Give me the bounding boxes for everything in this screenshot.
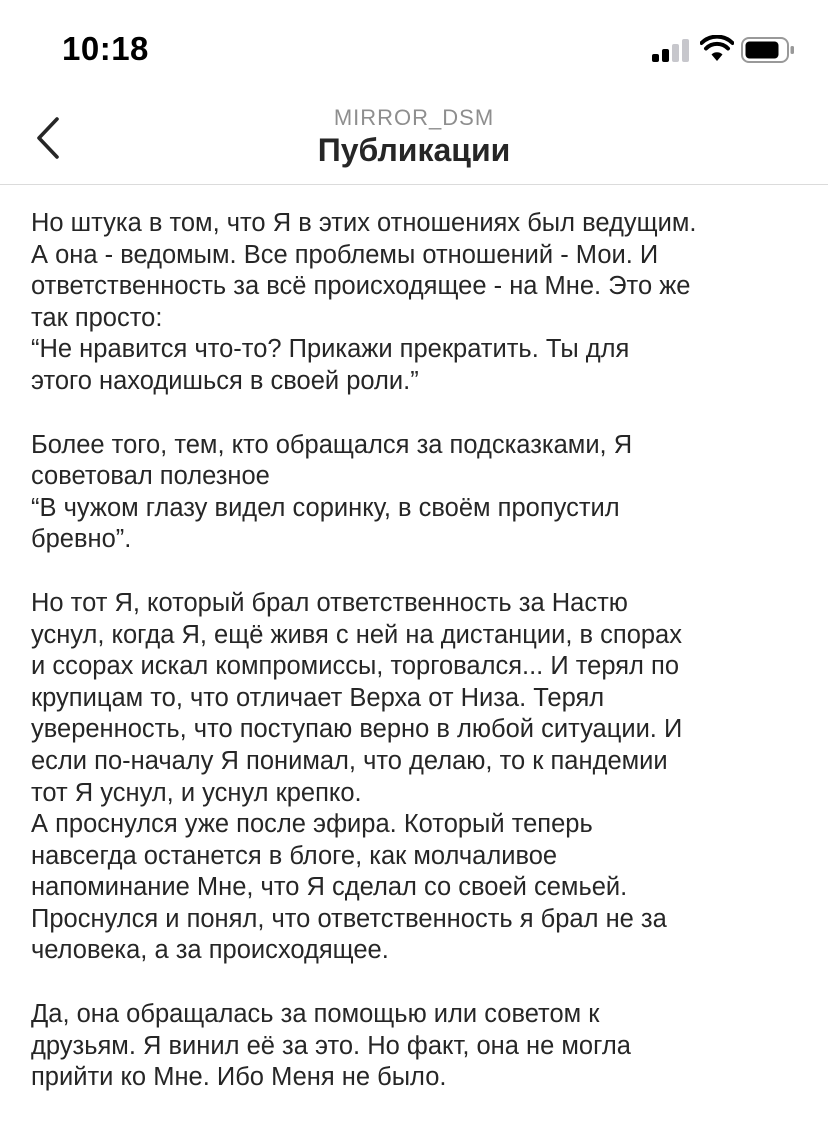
post-paragraph: Да, она обращалась за помощью или советом к друзьям. Я винил её за это. Но факт, она не могла прийти ко Мне. Ибо Меня не было.: [31, 1000, 631, 1092]
post-paragraph: А проснулся уже после эфира. Который теперь навсегда останется в блоге, как молчаливое напоминание Мне, что Я сделал со своей семьей.: [31, 810, 628, 902]
post-caption: [31, 208, 801, 1094]
wifi-icon: [700, 35, 734, 62]
post-paragraph: Но тот Я, который брал ответственность за Настю уснул, когда Я, ещё живя с ней на дистанции, в спорах и ссорах искал компромиссы, торговался... И терял по крупицам то, что отличает Верха от Низа. Терял уверенность, что поступаю верно в любой ситуации. И если по-началу Я понимал, что делаю, то к пандемии тот Я уснул, и уснул крепко.: [31, 588, 683, 807]
status-bar: [0, 0, 828, 100]
post-paragraph: Проснулся и понял, что ответственность я брал не за человека, а за происходящее.: [31, 904, 667, 965]
navigation-bar: [0, 100, 828, 185]
page-title: Публикации: [317, 132, 511, 168]
post-paragraph: “Не нравится что-то? Прикажи прекратить. Ты для этого находишься в своей роли.”: [31, 335, 630, 395]
post-paragraph: Но штука в том, что Я в этих отношениях был ведущим. А она - ведомым. Все проблемы отношений - Мои. И ответственность за всё происходящее - на Мне. Это же так просто:: [31, 209, 697, 332]
cellular-signal-icon: [652, 38, 692, 62]
status-time: 10:18: [62, 30, 149, 67]
post-paragraph: Более того, тем, кто обращался за подсказками, Я советовал полезное: [31, 430, 633, 491]
battery-icon: [741, 37, 795, 63]
post-paragraph: “В чужом глазу видел соринку, в своём пропустил бревно”.: [31, 493, 620, 554]
account-username[interactable]: MIRROR_DSM: [333, 105, 495, 130]
